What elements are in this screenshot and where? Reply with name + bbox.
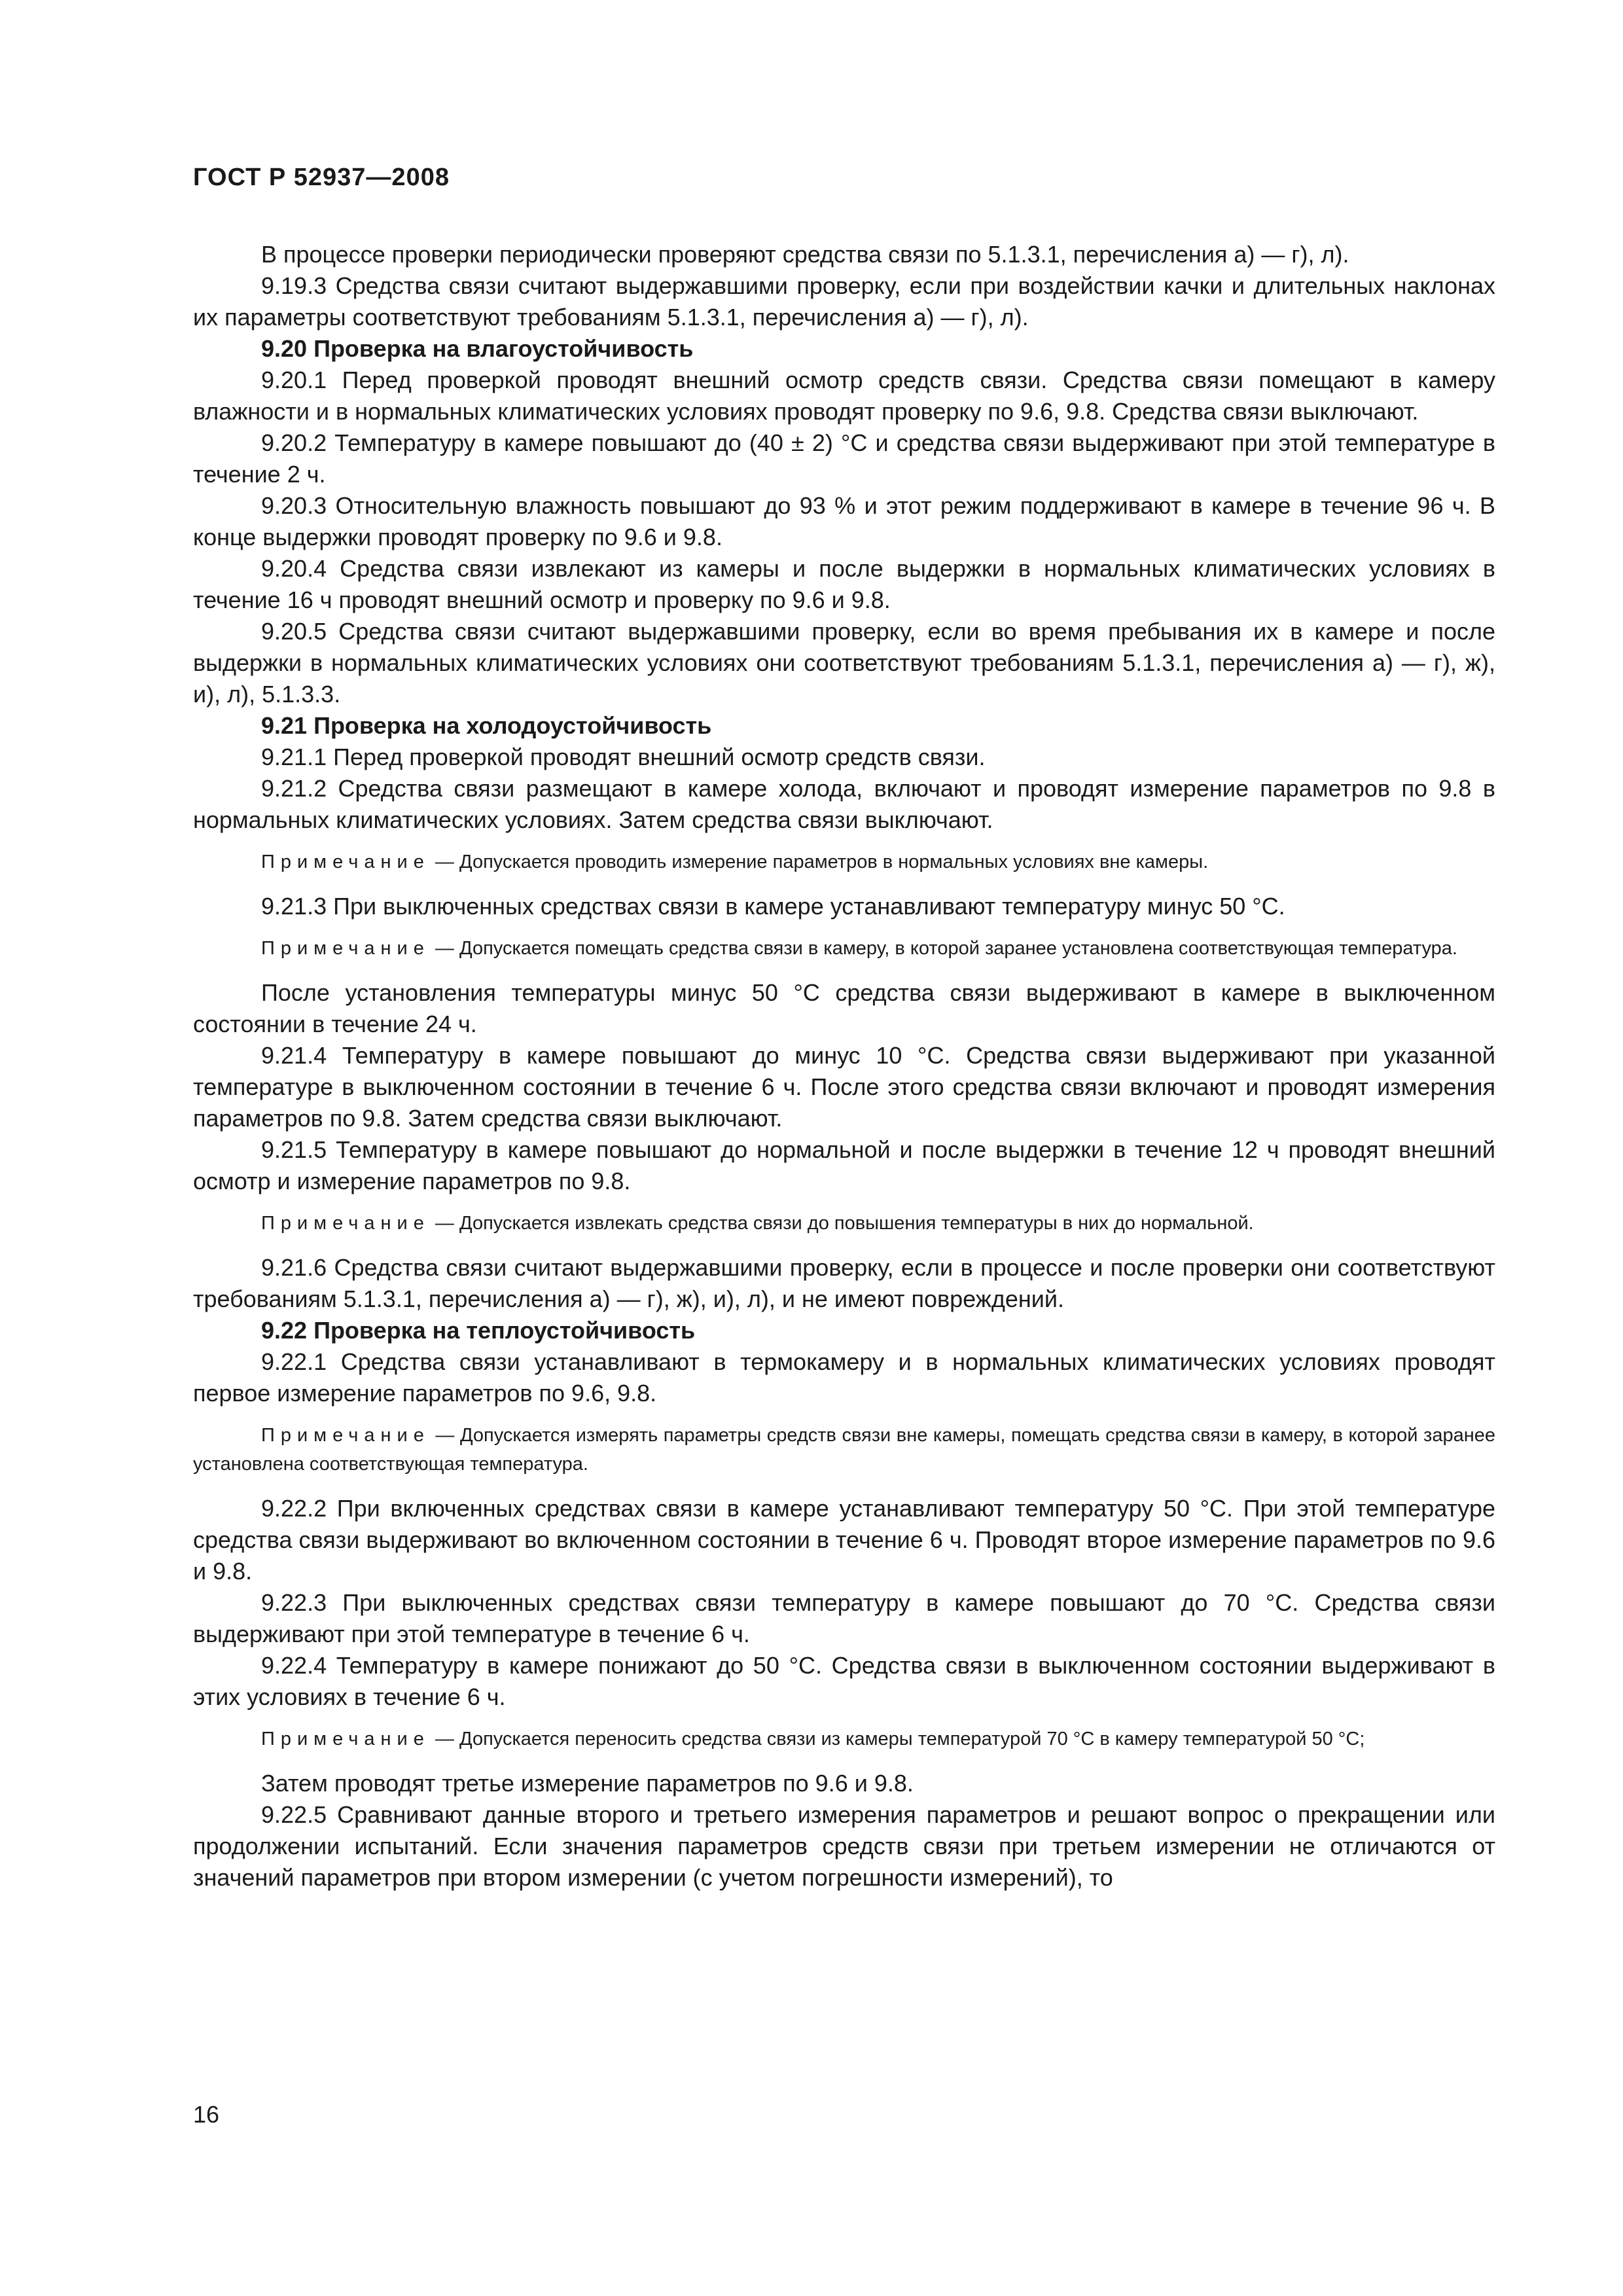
- note-label: Примечание: [261, 1425, 430, 1446]
- note-paragraph: [193, 1421, 1495, 1479]
- note-label: Примечание: [261, 1213, 430, 1234]
- paragraph: 9.21.1 Перед проверкой проводят внешний осмотр средств связи.: [261, 744, 986, 770]
- note-label: Примечание: [261, 852, 430, 872]
- section-heading: 9.21 Проверка на холодоустойчивость: [261, 712, 712, 739]
- note-text: Допускается извлекать средства связи до повышения температуры в них до нормальной.: [459, 1213, 1254, 1234]
- note-text: Допускается измерять параметры средств связи вне камеры, помещать средства связи в камеру, в которой заранее установлена соответствующая температура.: [193, 1425, 1495, 1475]
- paragraph: 9.20.2 Температуру в камере повышают до (40 ± 2) °С и средства связи выдерживают при этой температуре в течение 2 ч.: [193, 429, 1495, 488]
- paragraph: 9.21.6 Средства связи считают выдержавшими проверку, если в процессе и после проверки они соответствуют требованиям 5.1.3.1, перечисления а) — г), ж), и), л), и не имеют повреждений.: [193, 1254, 1495, 1312]
- paragraph: 9.22.1 Средства связи устанавливают в термокамеру и в нормальных климатических условиях проводят первое измерение параметров по 9.6, 9.8.: [193, 1348, 1495, 1407]
- note-dash: —: [429, 1729, 459, 1749]
- note-label: Примечание: [261, 938, 430, 959]
- note-dash: —: [429, 1213, 459, 1234]
- note-text: Допускается проводить измерение параметров в нормальных условиях вне камеры.: [459, 852, 1209, 872]
- paragraph: 9.21.4 Температуру в камере повышают до минус 10 °С. Средства связи выдерживают при указанной температуре в выключенном состоянии в течение 6 ч. После этого средства связи включают и проводят измерения параметров по 9.8. Затем средства связи выключают.: [193, 1042, 1495, 1132]
- note-label: Примечание: [261, 1729, 430, 1749]
- page-number: 16: [193, 2101, 220, 2128]
- paragraph: 9.21.2 Средства связи размещают в камере холода, включают и проводят измерение параметров по 9.8 в нормальных климатических условиях. Затем средства связи выключают.: [193, 775, 1495, 833]
- note-dash: —: [429, 1425, 460, 1446]
- document-body: [193, 239, 1495, 1893]
- paragraph: 9.22.4 Температуру в камере понижают до 50 °С. Средства связи в выключенном состоянии выдерживают в этих условиях в течение 6 ч.: [193, 1652, 1495, 1710]
- paragraph: Затем проводят третье измерение параметров по 9.6 и 9.8.: [261, 1770, 914, 1797]
- document-header: ГОСТ Р 52937—2008: [193, 164, 450, 191]
- paragraph: После установления температуры минус 50 °С средства связи выдерживают в камере в выключенном состоянии в течение 24 ч.: [193, 979, 1495, 1037]
- paragraph: 9.22.2 При включенных средствах связи в камере устанавливают температуру 50 °С. При этой температуре средства связи выдерживают во включенном состоянии в течение 6 ч. Проводят второе измерение параметров по 9.6 и 9.8.: [193, 1495, 1495, 1585]
- paragraph: 9.20.3 Относительную влажность повышают до 93 % и этот режим поддерживают в камере в течение 96 ч. В конце выдержки проводят проверку по 9.6 и 9.8.: [193, 492, 1495, 550]
- paragraph: 9.19.3 Средства связи считают выдержавшими проверку, если при воздействии качки и длительных наклонах их параметры соответствуют требованиям 5.1.3.1, перечисления а) — г), л).: [193, 272, 1495, 331]
- note-paragraph: [193, 1725, 1495, 1753]
- note-dash: —: [429, 852, 459, 872]
- note-text: Допускается помещать средства связи в камеру, в которой заранее установлена соответствующая температура.: [459, 938, 1457, 959]
- paragraph: 9.21.3 При выключенных средствах связи в камере устанавливают температуру минус 50 °С.: [261, 893, 1285, 920]
- section-heading: 9.22 Проверка на теплоустойчивость: [261, 1317, 696, 1344]
- paragraph: 9.20.4 Средства связи извлекают из камеры и после выдержки в нормальных климатических условиях в течение 16 ч проводят внешний осмотр и проверку по 9.6 и 9.8.: [193, 555, 1495, 613]
- paragraph: 9.22.5 Сравнивают данные второго и третьего измерения параметров и решают вопрос о прекращении или продолжении испытаний. Если значения параметров средств связи при третьем измерении не отличаются от значений параметров при втором измерении (с учетом погрешности измерений), то: [193, 1801, 1495, 1891]
- note-paragraph: [193, 1209, 1495, 1238]
- paragraph: 9.21.5 Температуру в камере повышают до нормальной и после выдержки в течение 12 ч проводят внешний осмотр и измерение параметров по 9.8.: [193, 1136, 1495, 1194]
- paragraph: В процессе проверки периодически проверяют средства связи по 5.1.3.1, перечисления а) — г), л).: [261, 241, 1349, 268]
- note-text: Допускается переносить средства связи из камеры температурой 70 °С в камеру температурой 50 °С;: [459, 1729, 1365, 1749]
- note-paragraph: [193, 934, 1495, 963]
- paragraph: 9.20.1 Перед проверкой проводят внешний осмотр средств связи. Средства связи помещают в камеру влажности и в нормальных климатических условиях проводят проверку по 9.6, 9.8. Средства связи выключают.: [193, 367, 1495, 425]
- note-dash: —: [429, 938, 459, 959]
- paragraph: 9.20.5 Средства связи считают выдержавшими проверку, если во время пребывания их в камере и после выдержки в нормальных климатических условиях они соответствуют требованиям 5.1.3.1, перечисления а) — г), ж), и), л), 5.1.3.3.: [193, 618, 1495, 708]
- section-heading: 9.20 Проверка на влагоустойчивость: [261, 335, 694, 362]
- note-paragraph: [193, 848, 1495, 876]
- paragraph: 9.22.3 При выключенных средствах связи температуру в камере повышают до 70 °С. Средства связи выдерживают при этой температуре в течение 6 ч.: [193, 1589, 1495, 1647]
